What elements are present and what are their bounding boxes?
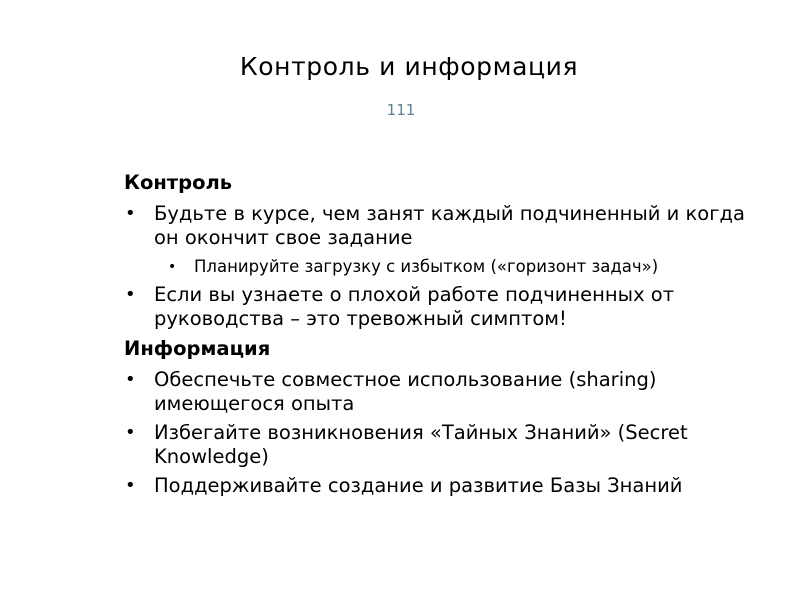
list-item (124, 368, 764, 416)
list-item (124, 283, 764, 331)
bullet-icon: • (125, 203, 136, 224)
sub-list-item-text: Планируйте загрузку с избытком («горизонт задач») (194, 257, 659, 276)
list-item (124, 421, 764, 469)
list-item-text: Если вы узнаете о плохой работе подчиненных от руководства – это тревожный симптом! (154, 283, 675, 330)
bullet-icon: • (125, 284, 136, 305)
sub-bullet-list (154, 256, 764, 278)
bullet-icon: • (125, 422, 136, 443)
slide-content (124, 170, 764, 503)
list-item (124, 202, 764, 278)
sub-list-item (154, 256, 764, 278)
list-item-text: Избегайте возникновения «Тайных Знаний» (Secret Knowledge) (154, 421, 688, 468)
page-number: 111 (386, 101, 416, 119)
control-bullet-list (124, 202, 764, 331)
list-item (124, 474, 764, 498)
bullet-icon: • (168, 259, 177, 275)
bullet-icon: • (125, 369, 136, 390)
section-heading-information: Информация (124, 337, 271, 360)
bullet-icon: • (125, 475, 136, 496)
list-item-text: Будьте в курсе, чем занят каждый подчиненный и когда он окончит свое задание (154, 202, 745, 249)
list-item-text: Обеспечьте совместное использование (sharing) имеющегося опыта (154, 368, 657, 415)
information-bullet-list (124, 368, 764, 498)
list-item-text: Поддерживайте создание и развитие Базы Знаний (154, 474, 683, 497)
section-heading-control: Контроль (124, 171, 233, 194)
slide-title: Контроль и информация (239, 52, 579, 81)
